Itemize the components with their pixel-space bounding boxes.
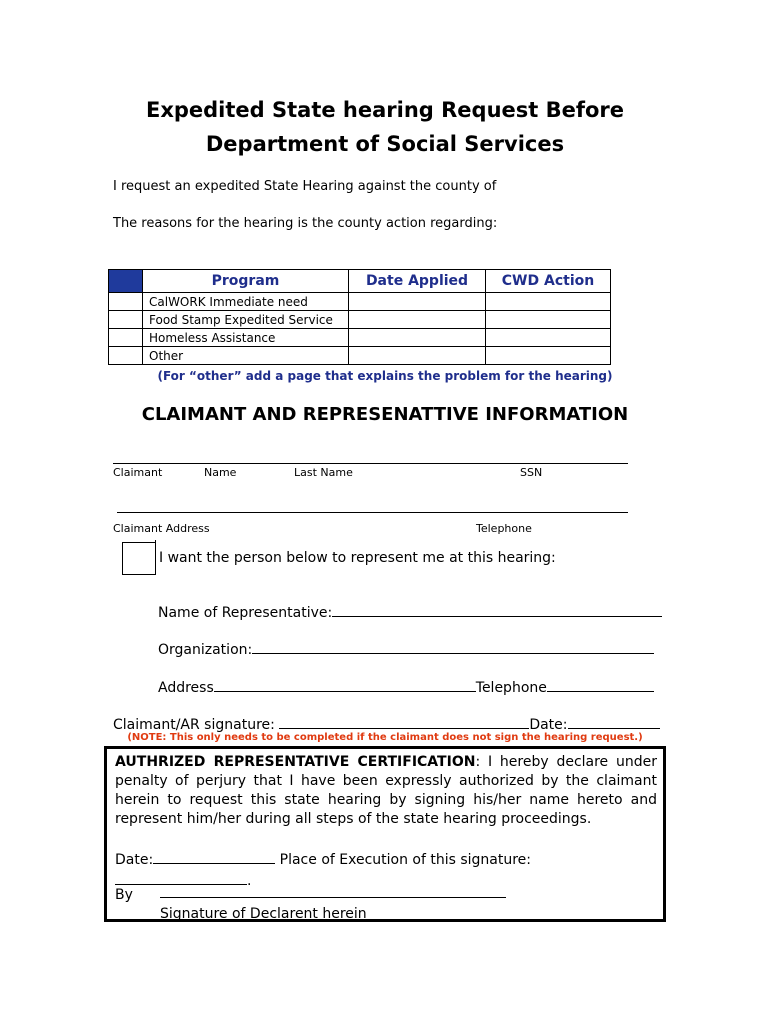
- signature-date-label: Date:: [529, 717, 568, 733]
- rep-address-label: Address: [158, 680, 214, 696]
- rep-name-input[interactable]: [332, 602, 662, 617]
- rep-name-field: [158, 602, 662, 621]
- program-name: Homeless Assistance: [143, 329, 349, 347]
- cert-signature-input[interactable]: [160, 883, 506, 898]
- cert-date-label: Date:: [115, 852, 154, 868]
- cert-declarant-label: Signature of Declarent herein: [160, 906, 367, 922]
- representative-checkbox-text: I want the person below to represent me at this hearing:: [159, 550, 556, 566]
- program-checkbox[interactable]: [109, 347, 143, 365]
- signature-note: (NOTE: This only needs to be completed if the claimant does not sign the hearing request.): [127, 732, 643, 743]
- representative-checkbox[interactable]: [122, 542, 156, 575]
- certification-box: [104, 746, 666, 922]
- date-applied-cell[interactable]: [349, 347, 486, 365]
- claimant-name-line[interactable]: [113, 463, 628, 464]
- cwd-action-cell[interactable]: [486, 311, 611, 329]
- telephone-label: Telephone: [476, 522, 532, 535]
- ssn-label: SSN: [520, 466, 543, 479]
- date-applied-cell[interactable]: [349, 311, 486, 329]
- document-title-line1: Expedited State hearing Request Before: [145, 98, 625, 122]
- organization-field: [158, 639, 654, 658]
- program-checkbox[interactable]: [109, 329, 143, 347]
- signature-label: Claimant/AR signature:: [113, 717, 275, 733]
- reasons-text: The reasons for the hearing is the county action regarding:: [113, 216, 498, 231]
- document-title-line2: Department of Social Services: [205, 132, 565, 156]
- signature-field: [113, 714, 660, 733]
- signature-input[interactable]: [279, 714, 529, 729]
- program-table: [108, 269, 611, 365]
- cert-date-input[interactable]: [153, 849, 275, 864]
- section-title: CLAIMANT AND REPRESENATTIVE INFORMATION: [141, 404, 629, 425]
- name-label: Name: [204, 466, 237, 479]
- certification-body: : I hereby declare under penalty of perjury that I have been expressly authorized by the claimant herein to request this state hearing by signing his/her name hereto and represent him/her during all steps of the state hearing proceedings.: [115, 754, 657, 827]
- claimant-address-label: Claimant Address: [113, 522, 210, 535]
- other-note: (For “other” add a page that explains the problem for the hearing): [157, 369, 613, 383]
- program-checkbox[interactable]: [109, 293, 143, 311]
- request-text: I request an expedited State Hearing against the county of: [113, 179, 497, 194]
- cwd-action-cell[interactable]: [486, 293, 611, 311]
- checkbox-divider: [155, 540, 156, 574]
- rep-address-input[interactable]: [214, 677, 476, 692]
- program-name: CalWORK Immediate need: [143, 293, 349, 311]
- header-program: Program: [143, 270, 349, 293]
- program-name: Food Stamp Expedited Service: [143, 311, 349, 329]
- program-name: Other: [143, 347, 349, 365]
- date-applied-cell[interactable]: [349, 329, 486, 347]
- table-row: [109, 329, 611, 347]
- certification-date-row: Date: Place of Execution of this signature:.: [115, 849, 657, 891]
- table-row: [109, 311, 611, 329]
- header-checkbox-cell: [109, 270, 143, 293]
- cert-by-label: By: [115, 887, 133, 903]
- signature-date-input[interactable]: [568, 714, 660, 729]
- rep-telephone-input[interactable]: [547, 677, 654, 692]
- last-name-label: Last Name: [294, 466, 353, 479]
- certification-paragraph: [115, 753, 657, 829]
- claimant-label: Claimant: [113, 466, 163, 479]
- rep-name-label: Name of Representative:: [158, 605, 333, 621]
- organization-label: Organization:: [158, 642, 253, 658]
- header-date-applied: Date Applied: [349, 270, 486, 293]
- cwd-action-cell[interactable]: [486, 329, 611, 347]
- rep-telephone-label: Telephone: [475, 680, 547, 696]
- table-row: [109, 347, 611, 365]
- program-checkbox[interactable]: [109, 311, 143, 329]
- rep-address-field: [158, 677, 654, 696]
- date-applied-cell[interactable]: [349, 293, 486, 311]
- cert-place-label: Place of Execution of this signature:: [279, 852, 532, 868]
- organization-input[interactable]: [252, 639, 654, 654]
- cwd-action-cell[interactable]: [486, 347, 611, 365]
- certification-heading: AUTHRIZED REPRESENTATIVE CERTIFICATION: [115, 754, 476, 770]
- table-row: [109, 293, 611, 311]
- header-cwd-action: CWD Action: [486, 270, 611, 293]
- claimant-address-line[interactable]: [117, 512, 628, 513]
